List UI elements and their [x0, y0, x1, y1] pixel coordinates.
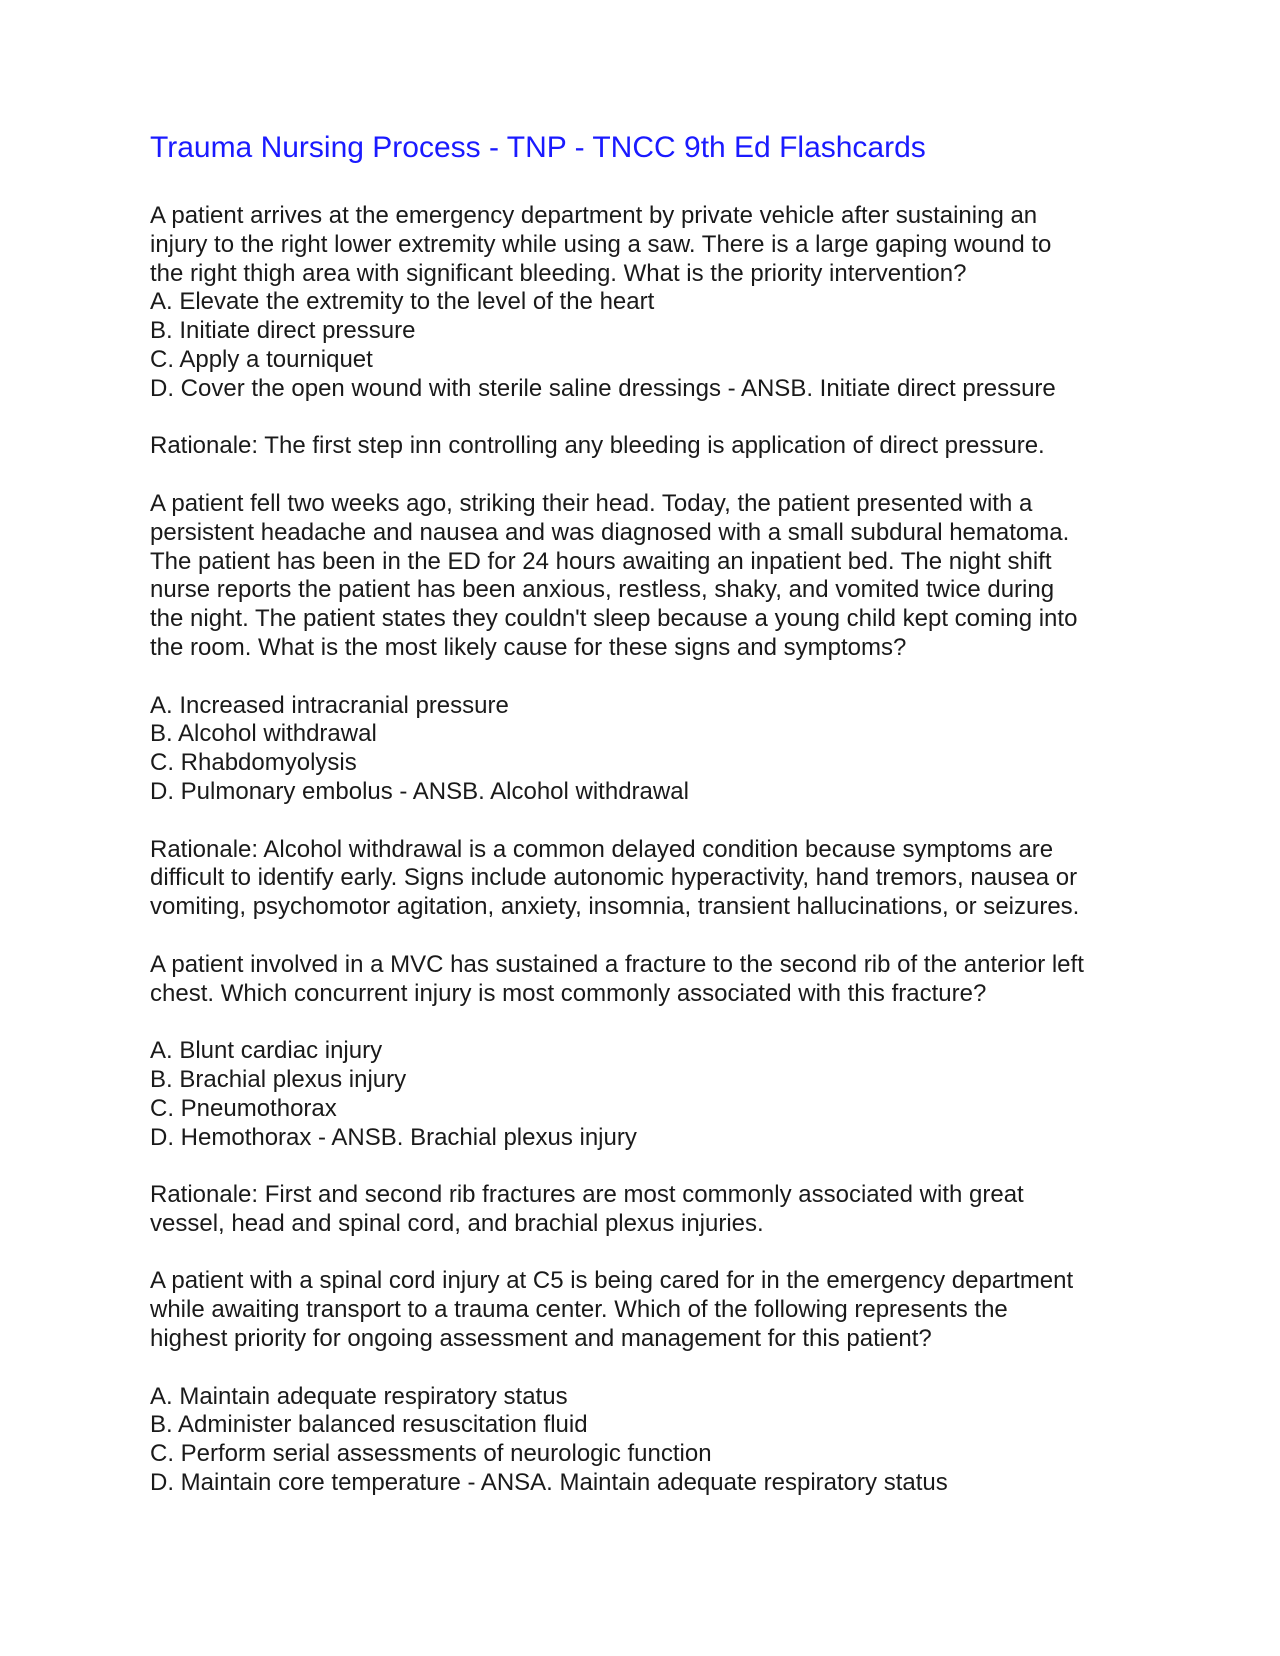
question-line: C. Apply a tourniquet	[150, 345, 373, 373]
paragraph-spacer	[150, 1354, 1150, 1383]
paragraph-spacer	[150, 461, 1150, 490]
options-line: C. Pneumothorax	[150, 1094, 337, 1122]
question-block	[150, 490, 1150, 663]
options-line: D. Hemothorax - ANSB. Brachial plexus injury	[150, 1123, 637, 1151]
paragraph-spacer	[150, 922, 1150, 951]
paragraph-spacer	[150, 1239, 1150, 1268]
paragraph-spacer	[150, 663, 1150, 692]
question-line: A patient arrives at the emergency department by private vehicle after sustaining an	[150, 202, 1038, 229]
question-block	[150, 951, 1150, 1009]
question-line: A patient fell two weeks ago, striking their head. Today, the patient presented with a	[150, 489, 1033, 517]
rationale-line: Rationale: The first step inn controlling any bleeding is application of direct pressure.	[150, 432, 1045, 460]
document-title: Trauma Nursing Process - TNP - TNCC 9th Ed Flashcards	[150, 131, 926, 164]
options-line: B. Alcohol withdrawal	[150, 720, 377, 748]
rationale-line: Rationale: First and second rib fractures are most commonly associated with great	[150, 1181, 1024, 1209]
question-line: chest. Which concurrent injury is most commonly associated with this fracture?	[150, 979, 987, 1007]
question-line: the room. What is the most likely cause for these signs and symptoms?	[150, 633, 907, 661]
rationale-line: vomiting, psychomotor agitation, anxiety, insomnia, transient hallucinations, or seizures.	[150, 893, 1080, 921]
question-line: the right thigh area with significant bleeding. What is the priority intervention?	[150, 259, 967, 287]
paragraph-spacer	[150, 404, 1150, 433]
question-line: nurse reports the patient has been anxious, restless, shaky, and vomited twice during	[150, 576, 1055, 604]
rationale-block	[150, 432, 1150, 461]
question-line: highest priority for ongoing assessment and management for this patient?	[150, 1325, 932, 1353]
question-line: A patient involved in a MVC has sustained a fracture to the second rib of the anterior left	[150, 950, 1084, 978]
options-line: C. Rhabdomyolysis	[150, 749, 357, 777]
question-block	[150, 202, 1150, 404]
question-line: A. Elevate the extremity to the level of the heart	[150, 288, 655, 316]
question-block	[150, 1267, 1150, 1353]
options-line: B. Brachial plexus injury	[150, 1065, 407, 1093]
question-line: the night. The patient states they couldn't sleep because a young child kept coming into	[150, 605, 1078, 633]
rationale-block	[150, 1181, 1150, 1239]
question-line: The patient has been in the ED for 24 hours awaiting an inpatient bed. The night shift	[150, 547, 1052, 575]
options-line: A. Increased intracranial pressure	[150, 691, 509, 719]
paragraph-spacer	[150, 807, 1150, 836]
rationale-line: difficult to identify early. Signs include autonomic hyperactivity, hand tremors, nausea or	[150, 864, 1078, 892]
question-line: B. Initiate direct pressure	[150, 317, 416, 345]
options-line: D. Maintain core temperature - ANSA. Maintain adequate respiratory status	[150, 1469, 948, 1497]
question-line: injury to the right lower extremity while using a saw. There is a large gaping wound to	[150, 230, 1052, 258]
question-line: A patient with a spinal cord injury at C5 is being cared for in the emergency department	[150, 1267, 1074, 1295]
paragraph-spacer	[150, 1152, 1150, 1181]
options-line: A. Maintain adequate respiratory status	[150, 1382, 568, 1410]
options-line: A. Blunt cardiac injury	[150, 1037, 383, 1065]
options-line: C. Perform serial assessments of neurologic function	[150, 1440, 712, 1468]
rationale-line: Rationale: Alcohol withdrawal is a common delayed condition because symptoms are	[150, 835, 1054, 863]
rationale-block	[150, 836, 1150, 922]
paragraph-spacer	[150, 1008, 1150, 1037]
question-line: persistent headache and nausea and was diagnosed with a small subdural hematoma.	[150, 518, 1070, 546]
document-page	[150, 128, 1150, 1498]
options-line: B. Administer balanced resuscitation fluid	[150, 1411, 588, 1439]
options-block	[150, 692, 1150, 807]
flashcard-content	[150, 202, 1150, 1498]
rationale-line: vessel, head and spinal cord, and brachial plexus injuries.	[150, 1209, 764, 1237]
options-block	[150, 1383, 1150, 1498]
options-line: D. Pulmonary embolus - ANSB. Alcohol withdrawal	[150, 777, 689, 805]
question-line: while awaiting transport to a trauma center. Which of the following represents the	[150, 1296, 1008, 1324]
question-line: D. Cover the open wound with sterile saline dressings - ANSB. Initiate direct pressure	[150, 374, 1056, 402]
options-block	[150, 1037, 1150, 1152]
